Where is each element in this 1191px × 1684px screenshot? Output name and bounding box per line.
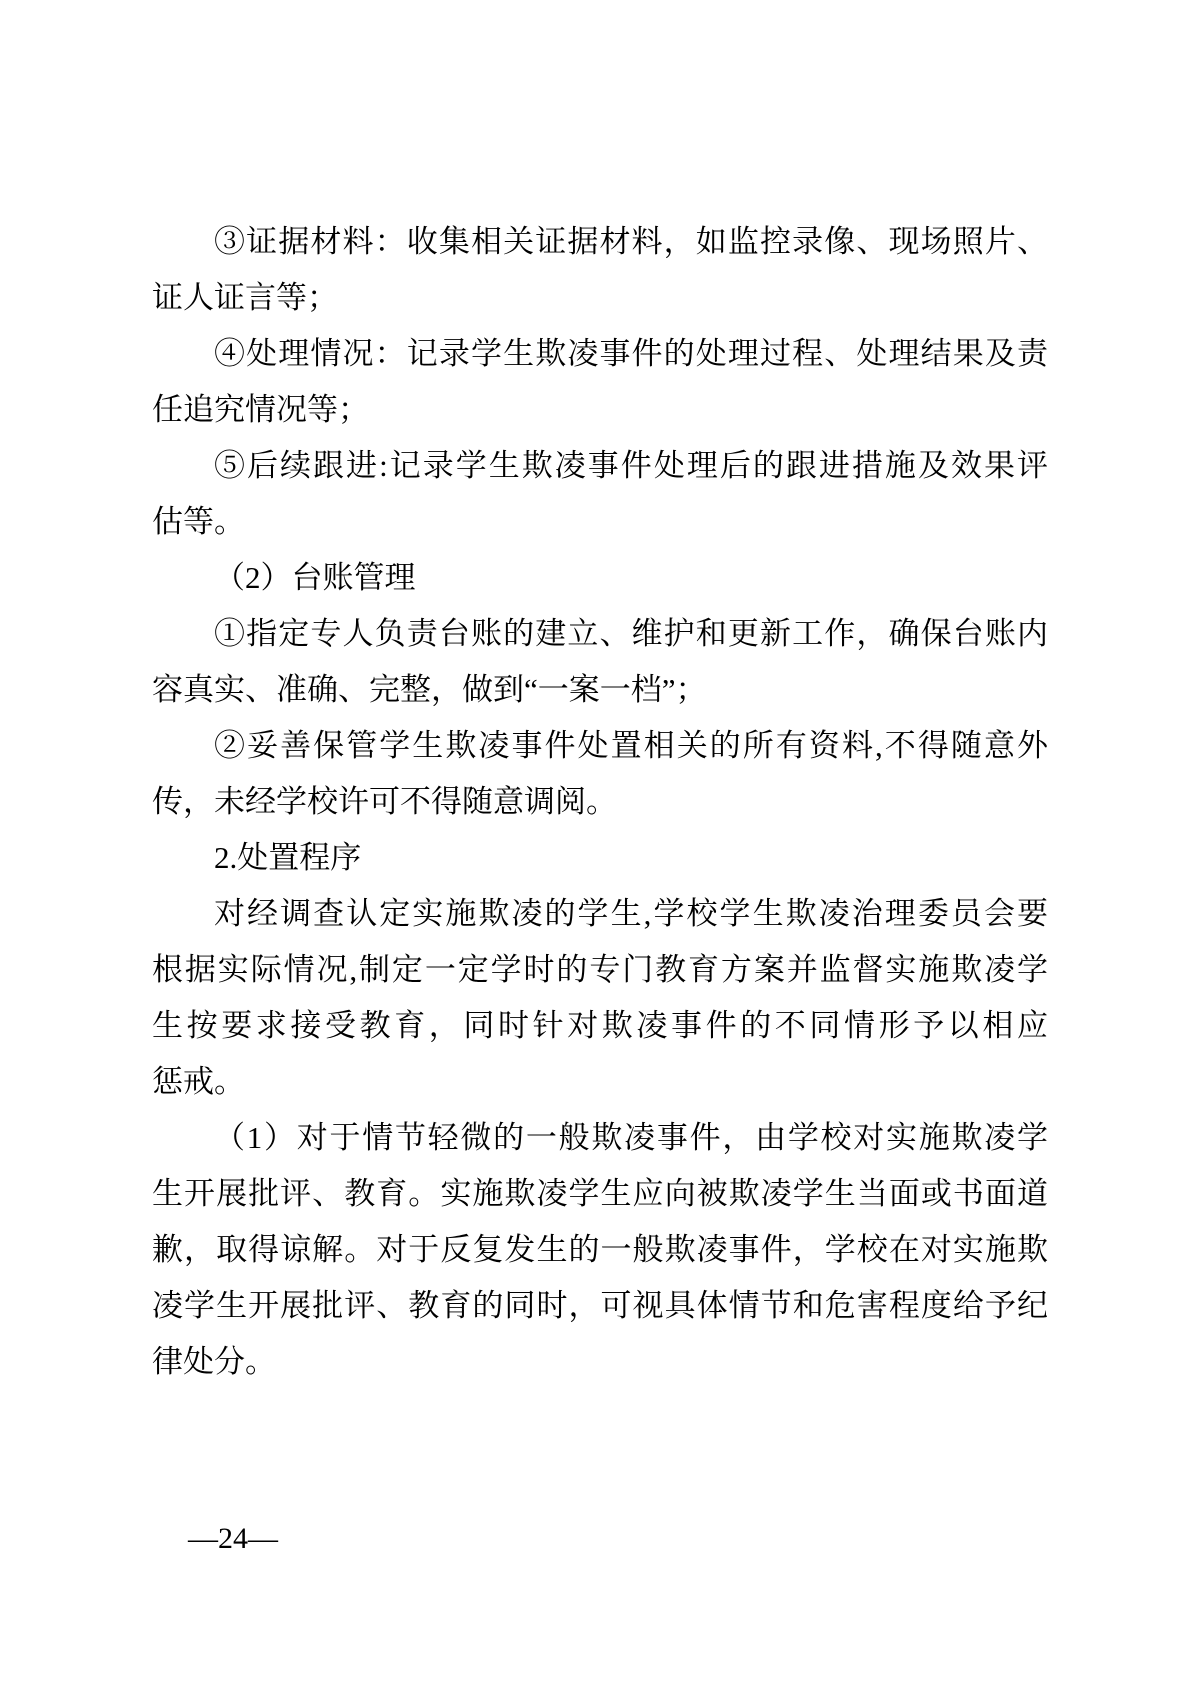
paragraph-line: 凌学生开展批评、教育的同时，可视具体情节和危害程度给予纪 <box>152 1288 1048 1323</box>
paragraph-line: 对经调查认定实施欺凌的学生,学校学生欺凌治理委员会要 <box>214 896 1048 931</box>
paragraph-line: 生按要求接受教育，同时针对欺凌事件的不同情形予以相应 <box>152 1008 1048 1043</box>
paragraph-line: 任追究情况等； <box>152 392 369 427</box>
paragraph-line: （1）对于情节轻微的一般欺凌事件，由学校对实施欺凌学 <box>214 1120 1048 1155</box>
paragraph-line: 估等。 <box>152 504 245 539</box>
section-heading-line: 2.处置程序 <box>214 840 362 875</box>
paragraph-line: 根据实际情况,制定一定学时的专门教育方案并监督实施欺凌学 <box>152 952 1048 987</box>
paragraph-line: ⑤后续跟进:记录学生欺凌事件处理后的跟进措施及效果评 <box>214 448 1048 483</box>
paragraph-line: ④处理情况：记录学生欺凌事件的处理过程、处理结果及责 <box>214 336 1048 371</box>
paragraph-line: 歉，取得谅解。对于反复发生的一般欺凌事件，学校在对实施欺 <box>152 1232 1048 1267</box>
document-body <box>152 214 1048 1390</box>
paragraph-line: 容真实、准确、完整，做到“一案一档”； <box>152 672 707 707</box>
paragraph-line: ③证据材料：收集相关证据材料，如监控录像、现场照片、 <box>214 224 1048 259</box>
paragraph-line: 证人证言等； <box>152 280 338 315</box>
paragraph-line: ①指定专人负责台账的建立、维护和更新工作，确保台账内 <box>214 616 1048 651</box>
page-number: —24— <box>188 1522 278 1555</box>
paragraph-line: ②妥善保管学生欺凌事件处置相关的所有资料,不得随意外 <box>214 728 1048 763</box>
section-heading-line: （2）台账管理 <box>214 560 416 595</box>
paragraph-line: 传，未经学校许可不得随意调阅。 <box>152 784 617 819</box>
paragraph-line: 惩戒。 <box>152 1064 245 1099</box>
paragraph-line: 律处分。 <box>152 1344 276 1379</box>
paragraph-line: 生开展批评、教育。实施欺凌学生应向被欺凌学生当面或书面道 <box>152 1176 1048 1211</box>
